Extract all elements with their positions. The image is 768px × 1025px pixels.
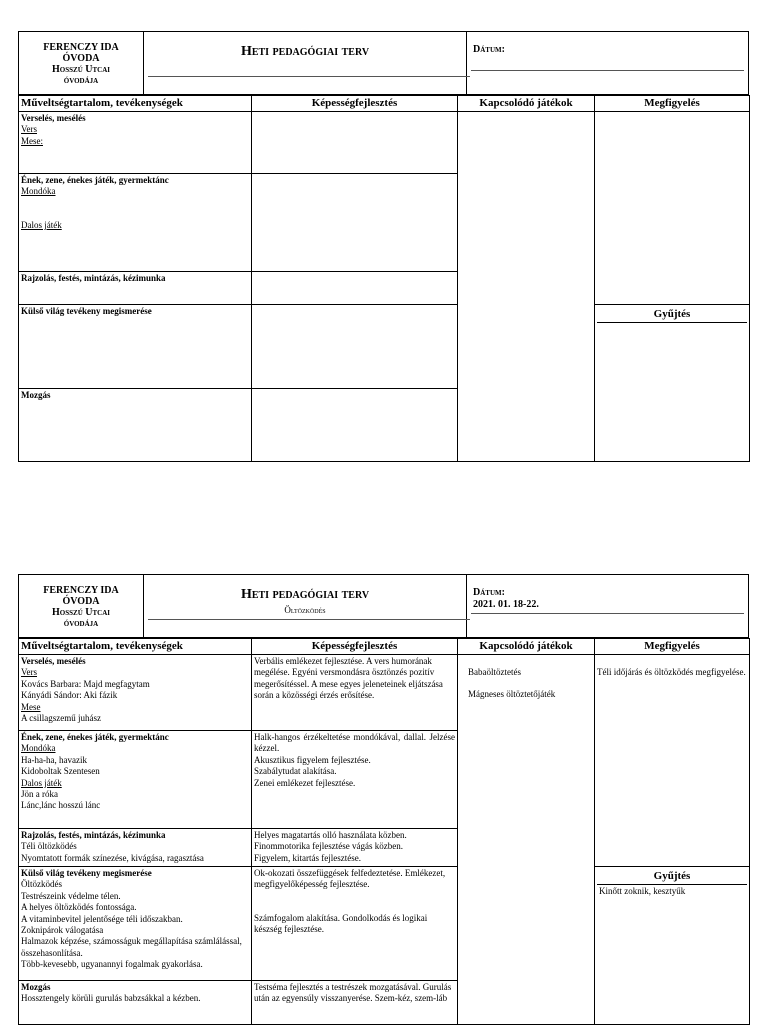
skill-mozgas: Testséma fejlesztés a testrészek mozgatásával. Gurulás után az egyensúly visszanyerése. Szem-kéz, szem-láb <box>254 982 452 1004</box>
heading-rajz: Rajzolás, festés, mintázás, kézimunka <box>21 273 166 283</box>
skill-enek-2: Akusztikus figyelem fejlesztése. <box>254 754 371 765</box>
kindergarten-name-2 <box>19 575 144 637</box>
cell-skills-enek-2 <box>252 731 458 829</box>
blank-plan-form <box>18 31 749 462</box>
tale-1: A csillagszemű juhász <box>21 713 101 724</box>
cell-enek-2 <box>19 731 252 829</box>
heading-verseles: Verselés, mesélés <box>21 113 86 123</box>
plan-table <box>18 95 750 462</box>
cell-rajz-2 <box>19 829 252 867</box>
cell-mozgas-2 <box>19 981 252 1025</box>
skill-kulso-1: Ok-okozati összefüggések felfedeztetése. Emlékezet, megfigyelőképesség fejlesztése. <box>254 868 446 890</box>
skill-rajz-1: Helyes magatartás olló használata közben. <box>254 830 407 840</box>
form-title-2: Heti pedagógiai terv <box>240 587 370 602</box>
cell-skills-rajz <box>252 272 458 305</box>
gyujtes-text: Kinőtt zoknik, kesztyűk <box>599 886 686 896</box>
date-label-2: Dátum: <box>473 587 505 598</box>
date-label: Dátum: <box>473 44 505 55</box>
kindergarten-name <box>19 32 144 94</box>
cell-kulso <box>19 305 252 389</box>
skill-rajz-3: Figyelem, kitartás fejlesztése. <box>254 852 361 863</box>
date-value: 2021. 01. 18-22. <box>473 599 539 610</box>
cell-observation <box>595 112 750 305</box>
heading-kulso: Külső világ tevékeny megismerése <box>21 306 152 316</box>
kulso-line-4: A vitaminbevitel jelentősége téli időszakban. <box>21 913 183 924</box>
cell-verseles <box>19 112 252 174</box>
cell-skills-enek <box>252 174 458 272</box>
plan-table-2 <box>18 638 750 1025</box>
col-header-observation: Megfigyelés <box>595 96 750 112</box>
col-header-observation: Megfigyelés <box>595 639 750 655</box>
date-rule <box>471 70 744 71</box>
org-line-3: Hosszú Utcai <box>52 607 110 618</box>
song-2: Lánc,lánc hosszú lánc <box>21 800 101 811</box>
skill-enek-4: Zenei emlékezet fejlesztése. <box>254 777 356 788</box>
form-subtitle: Öltözködés <box>284 605 326 615</box>
heading-verseles: Verselés, mesélés <box>21 656 86 666</box>
col-header-activities: Műveltségtartalom, tevékenységek <box>19 639 252 655</box>
col-header-skills: Képességfejlesztés <box>252 639 458 655</box>
row-verseles <box>19 112 750 174</box>
org-line-2: ÓVODA <box>62 53 100 64</box>
date-block-2 <box>467 575 748 637</box>
org-line-4: óvodája <box>63 75 99 86</box>
label-mondoka: Mondóka <box>21 186 56 197</box>
row-kulso <box>19 305 750 389</box>
skills-verseles: Verbális emlékezet fejlesztése. A vers humorának megélése. Egyéni versmondásra ösztönzés pozitív megerősítéssel. A mese egyes jeleneteinek eljátszása során a közösségi érzés erősítése. <box>254 656 443 701</box>
col-header-activities: Műveltségtartalom, tevékenységek <box>19 96 252 112</box>
kulso-line-6: Halmazok képzése, számosságuk megállapítása számlálással, összehasonlítása. <box>21 936 242 958</box>
cell-kulso-2 <box>19 867 252 981</box>
column-header-row-2 <box>19 639 750 655</box>
col-header-skills: Képességfejlesztés <box>252 96 458 112</box>
cell-skills-kulso <box>252 305 458 389</box>
kulso-line-3: A helyes öltözködés fontossága. <box>21 902 137 913</box>
filled-plan-form <box>18 574 749 1025</box>
org-line-2: ÓVODA <box>62 596 100 607</box>
label-vers: Vers <box>21 667 37 678</box>
org-line-1: FERENCZY IDA <box>43 585 119 596</box>
label-dalos: Dalos játék <box>21 219 62 230</box>
col-header-games: Kapcsolódó játékok <box>458 639 595 655</box>
col-header-games: Kapcsolódó játékok <box>458 96 595 112</box>
heading-mozgas: Mozgás <box>21 982 51 992</box>
rhyme-2: Kidoboltak Szentesen <box>21 766 100 777</box>
label-mese: Mese <box>21 701 41 712</box>
title-block-2 <box>144 575 467 637</box>
label-dalos: Dalos játék <box>21 777 62 788</box>
skill-rajz-2: Finommotorika fejlesztése vágás közben. <box>254 841 403 852</box>
title-rule <box>148 76 470 77</box>
heading-kulso: Külső világ tevékeny megismerése <box>21 868 152 878</box>
cell-games <box>458 112 595 462</box>
kulso-line-7: Több-kevesebb, ugyanannyi fogalmak gyakorlása. <box>21 959 203 970</box>
title-rule-2 <box>148 619 470 620</box>
rhyme-1: Ha-ha-ha, havazik <box>21 754 87 765</box>
cell-skills-verseles-2 <box>252 655 458 731</box>
org-line-1: FERENCZY IDA <box>43 42 119 53</box>
org-line-4: óvodája <box>63 618 99 629</box>
row-kulso-2 <box>19 867 750 981</box>
cell-skills-rajz-2 <box>252 829 458 867</box>
heading-rajz: Rajzolás, festés, mintázás, kézimunka <box>21 830 166 840</box>
cell-mozgas <box>19 389 252 462</box>
row-verseles-2 <box>19 655 750 731</box>
song-1: Jön a róka <box>21 789 58 800</box>
heading-gyujtes: Gyűjtés <box>597 868 747 885</box>
kulso-line-1: Öltözködés <box>21 879 62 890</box>
date-rule-2 <box>471 613 744 614</box>
form-header-2 <box>18 574 749 638</box>
game-1: Babaöltöztetés <box>468 667 521 677</box>
skill-kulso-2: Számfogalom alakítása. Gondolkodás és logikai készség fejlesztése. <box>254 912 428 935</box>
poem-2: Kányádi Sándor: Aki fázik <box>21 690 118 701</box>
form-title: Heti pedagógiai terv <box>240 44 370 59</box>
heading-enek: Ének, zene, énekes játék, gyermektánc <box>21 175 169 185</box>
label-mondoka: Mondóka <box>21 743 56 754</box>
observation-text: Téli időjárás és öltözködés megfigyelése. <box>597 667 746 677</box>
skill-enek-3: Szabálytudat alakítása. <box>254 766 337 777</box>
org-line-3: Hosszú Utcai <box>52 64 110 75</box>
game-2: Mágneses öltöztetőjáték <box>468 689 556 700</box>
label-mese: Mese: <box>21 135 43 146</box>
cell-observation-2 <box>595 655 750 867</box>
cell-skills-verseles <box>252 112 458 174</box>
kulso-line-5: Zoknipárok válogatása <box>21 925 104 936</box>
rajz-line-2: Nyomtatott formák színezése, kivágása, ragasztása <box>21 852 204 863</box>
form-header <box>18 31 749 95</box>
poem-1: Kovács Barbara: Majd megfagytam <box>21 678 150 689</box>
heading-enek: Ének, zene, énekes játék, gyermektánc <box>21 732 169 742</box>
cell-gyujtes-2 <box>595 867 750 1025</box>
cell-rajz <box>19 272 252 305</box>
kulso-line-2: Testrészeink védelme télen. <box>21 890 121 901</box>
mozgas-line: Hossztengely körüli gurulás babzsákkal a kézben. <box>21 993 201 1004</box>
cell-skills-mozgas <box>252 389 458 462</box>
cell-verseles-2 <box>19 655 252 731</box>
cell-gyujtes <box>595 305 750 462</box>
title-block <box>144 32 467 94</box>
heading-gyujtes: Gyűjtés <box>597 306 747 323</box>
date-block <box>467 32 748 94</box>
cell-skills-mozgas-2 <box>252 981 458 1025</box>
cell-skills-kulso-2 <box>252 867 458 981</box>
cell-games-2 <box>458 655 595 1025</box>
column-header-row <box>19 96 750 112</box>
heading-mozgas: Mozgás <box>21 390 51 400</box>
cell-enek <box>19 174 252 272</box>
label-vers: Vers <box>21 124 37 135</box>
skill-enek-1: Halk-hangos érzékeltetése mondókával, dallal. Jelzése kézzel. <box>254 732 455 754</box>
rajz-line-1: Téli öltözködés <box>21 841 77 852</box>
